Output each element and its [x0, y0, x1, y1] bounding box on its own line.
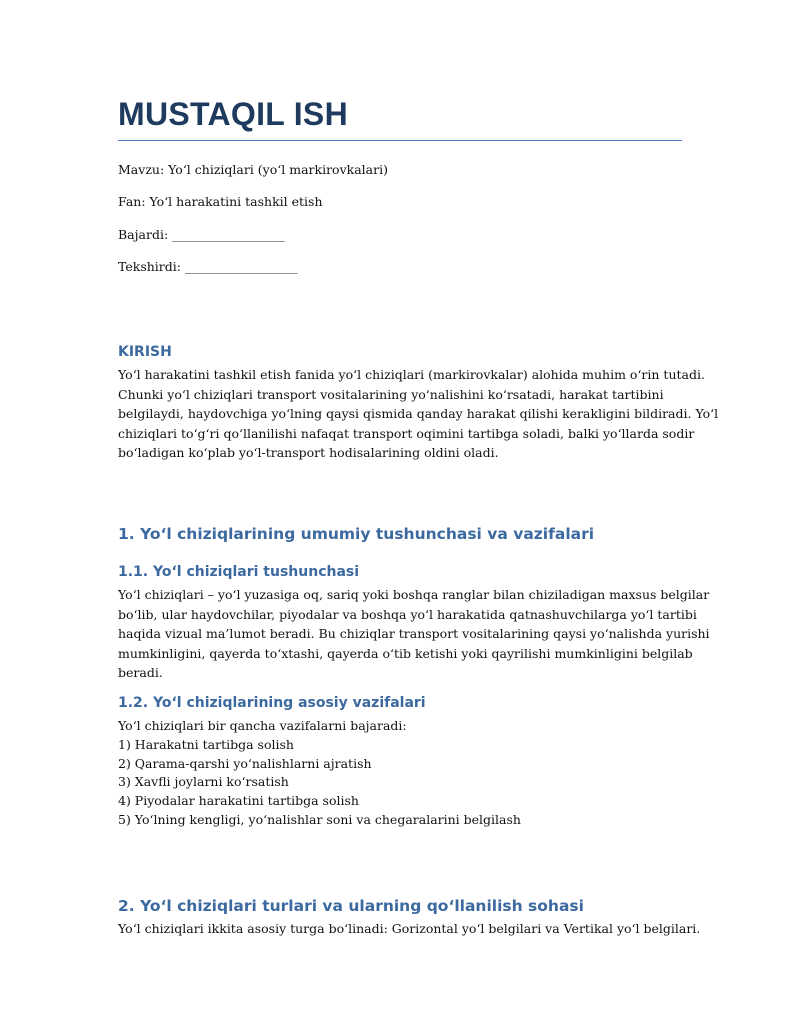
section1-1-line: mumkinligini, qayerda to‘xtashi, qayerda o‘tib ketishi yoki qayrilishi mumkinligini belgilab [118, 645, 693, 661]
title-underline [118, 140, 682, 141]
meta-author: Bajardi: __________________ [118, 227, 285, 242]
section1-1-heading: 1.1. Yo‘l chiziqlari tushunchasi [118, 564, 360, 580]
intro-line: Chunki yo‘l chiziqlari transport vositalarining yo‘nalishini ko‘rsatadi, harakat tartibini [118, 386, 664, 402]
section1-1-line: beradi. [118, 665, 163, 680]
intro-line: belgilaydi, haydovchiga yo‘lning qaysi qismida qanday harakat qilishi kerakligini bildiradi. Yo‘l [118, 406, 719, 421]
list-item: 2) Qarama-qarshi yo‘nalishlarni ajratish [118, 755, 372, 771]
intro-line: chiziqlari to‘g‘ri qo‘llanilishi nafaqat transport oqimini tartibga soladi, balki yo‘llarda sodir [118, 425, 695, 441]
section1-1-line: haqida vizual ma’lumot beradi. Bu chiziqlar transport vositalarining qaysi yo‘nalishda yurishi [118, 626, 710, 641]
meta-topic: Mavzu: Yo‘l chiziqlari (yo‘l markirovkalari) [118, 162, 388, 177]
section1-1-paragraph [118, 585, 710, 683]
meta-reviewer: Tekshirdi: __________________ [118, 259, 298, 274]
section2-line: Yo‘l chiziqlari ikkita asosiy turga bo‘linadi: Gorizontal yo‘l belgilari va Vertikal yo‘l belgilari. [118, 921, 701, 936]
intro-line: bo‘ladigan ko‘plab yo‘l-transport hodisalarining oldini oladi. [118, 445, 499, 460]
list-intro: Yo‘l chiziqlari bir qancha vazifalarni bajaradi: [118, 718, 407, 733]
intro-heading: KIRISH [118, 344, 172, 360]
list-item: 1) Harakatni tartibga solish [118, 736, 294, 752]
document-title: MUSTAQIL ISH [118, 96, 348, 132]
functions-list [118, 717, 678, 830]
intro-line: Yo‘l harakatini tashkil etish fanida yo‘l chiziqlari (markirovkalar) alohida muhim o‘rin tutadi. [118, 367, 705, 382]
list-item: 4) Piyodalar harakatini tartibga solish [118, 793, 359, 809]
section1-1-line: bo‘lib, ular haydovchilar, piyodalar va boshqa yo‘l harakatida qatnashuvchilarga yo‘l tartibi [118, 606, 697, 622]
intro-paragraph [118, 365, 719, 463]
section1-heading: 1. Yo‘l chiziqlarining umumiy tushunchasi va vazifalari [118, 525, 595, 543]
section1-2-heading: 1.2. Yo‘l chiziqlarining asosiy vazifalari [118, 695, 426, 711]
section2-heading: 2. Yo‘l chiziqlari turlari va ularning qo‘llanilish sohasi [118, 897, 584, 915]
meta-subject: Fan: Yo‘l harakatini tashkil etish [118, 194, 323, 209]
list-item: 3) Xavfli joylarni ko‘rsatish [118, 774, 289, 790]
section2-paragraph [118, 919, 701, 939]
section1-1-line: Yo‘l chiziqlari – yo‘l yuzasiga oq, sariq yoki boshqa ranglar bilan chiziladigan maxsus belgilar [118, 587, 710, 602]
list-item: 5) Yo‘lning kengligi, yo‘nalishlar soni va chegaralarini belgilash [118, 811, 521, 827]
